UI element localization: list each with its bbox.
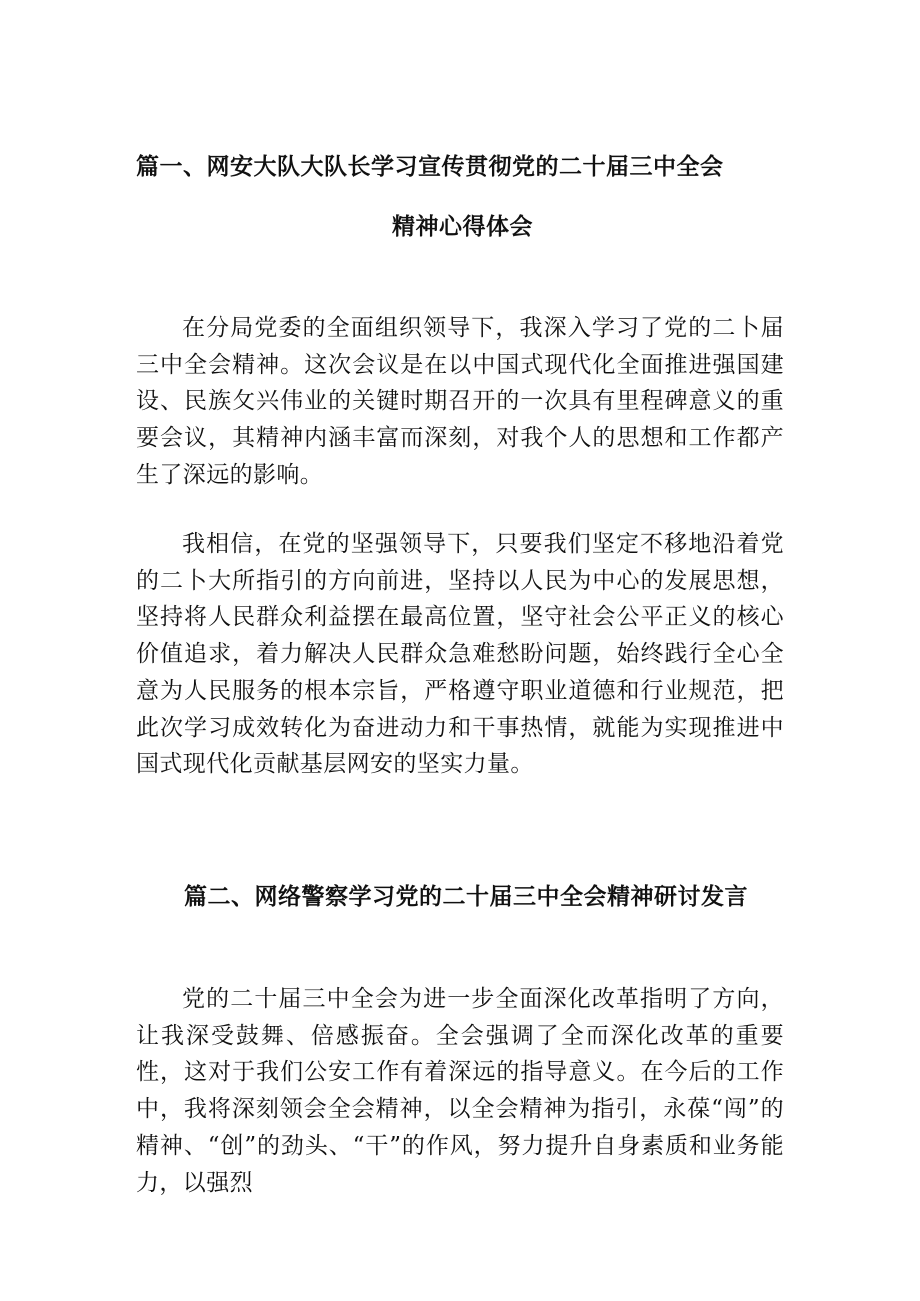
section-1-paragraph-1: 在分局党委的全面组织领导下，我深入学习了党的二卜届三中全会精神。这次会议是在以中国式现代化全面推进强国建设、民族攵兴伟业的关键时期召开的一次具有里程碑意义的重要会议，其精神内涵丰富而深刻，对我个人的思想和工作都产生了深远的影响。 xyxy=(136,315,784,488)
section-2-paragraph-1: 党的二十届三中全会为进一步全面深化改革指明了方向，让我深受鼓舞、倍感振奋。全会强调了全而深化改革的重要性，这对于我们公安工作有着深远的指导意义。在今后的工作中，我将深刻领会全会精神，以全会精神为指引，永葆“闯”的精神、“创”的劲头、“干”的作风，努力提升自身素质和业务能力，以强烈 xyxy=(136,986,784,1196)
section-1-title-line-2: 精神心得体会 xyxy=(392,213,533,240)
section-1-title-line-1: 篇一、网安大队大队长学习宣传贯彻党的二十届三中全会 xyxy=(136,153,724,180)
section-1-paragraph-2: 我相信，在党的坚强领导下，只要我们坚定不移地沿着党的二卜大所指引的方向前进，坚持以人民为中心的发展思想，坚持将人民群众利益摆在最高位置，坚守社会公平正义的核心价值追求，着力解决人民群众急难愁盼问题，始终践行全心全意为人民服务的根本宗旨，严格遵守职业道德和行业规范，把此次学习成效转化为奋进动力和干事热情，就能为实现推进中国式现代化贡献基层网安的坚实力量。 xyxy=(136,531,784,778)
section-2-title: 篇二、网络警察学习党的二十届三中全会精神研讨发言 xyxy=(184,883,748,910)
